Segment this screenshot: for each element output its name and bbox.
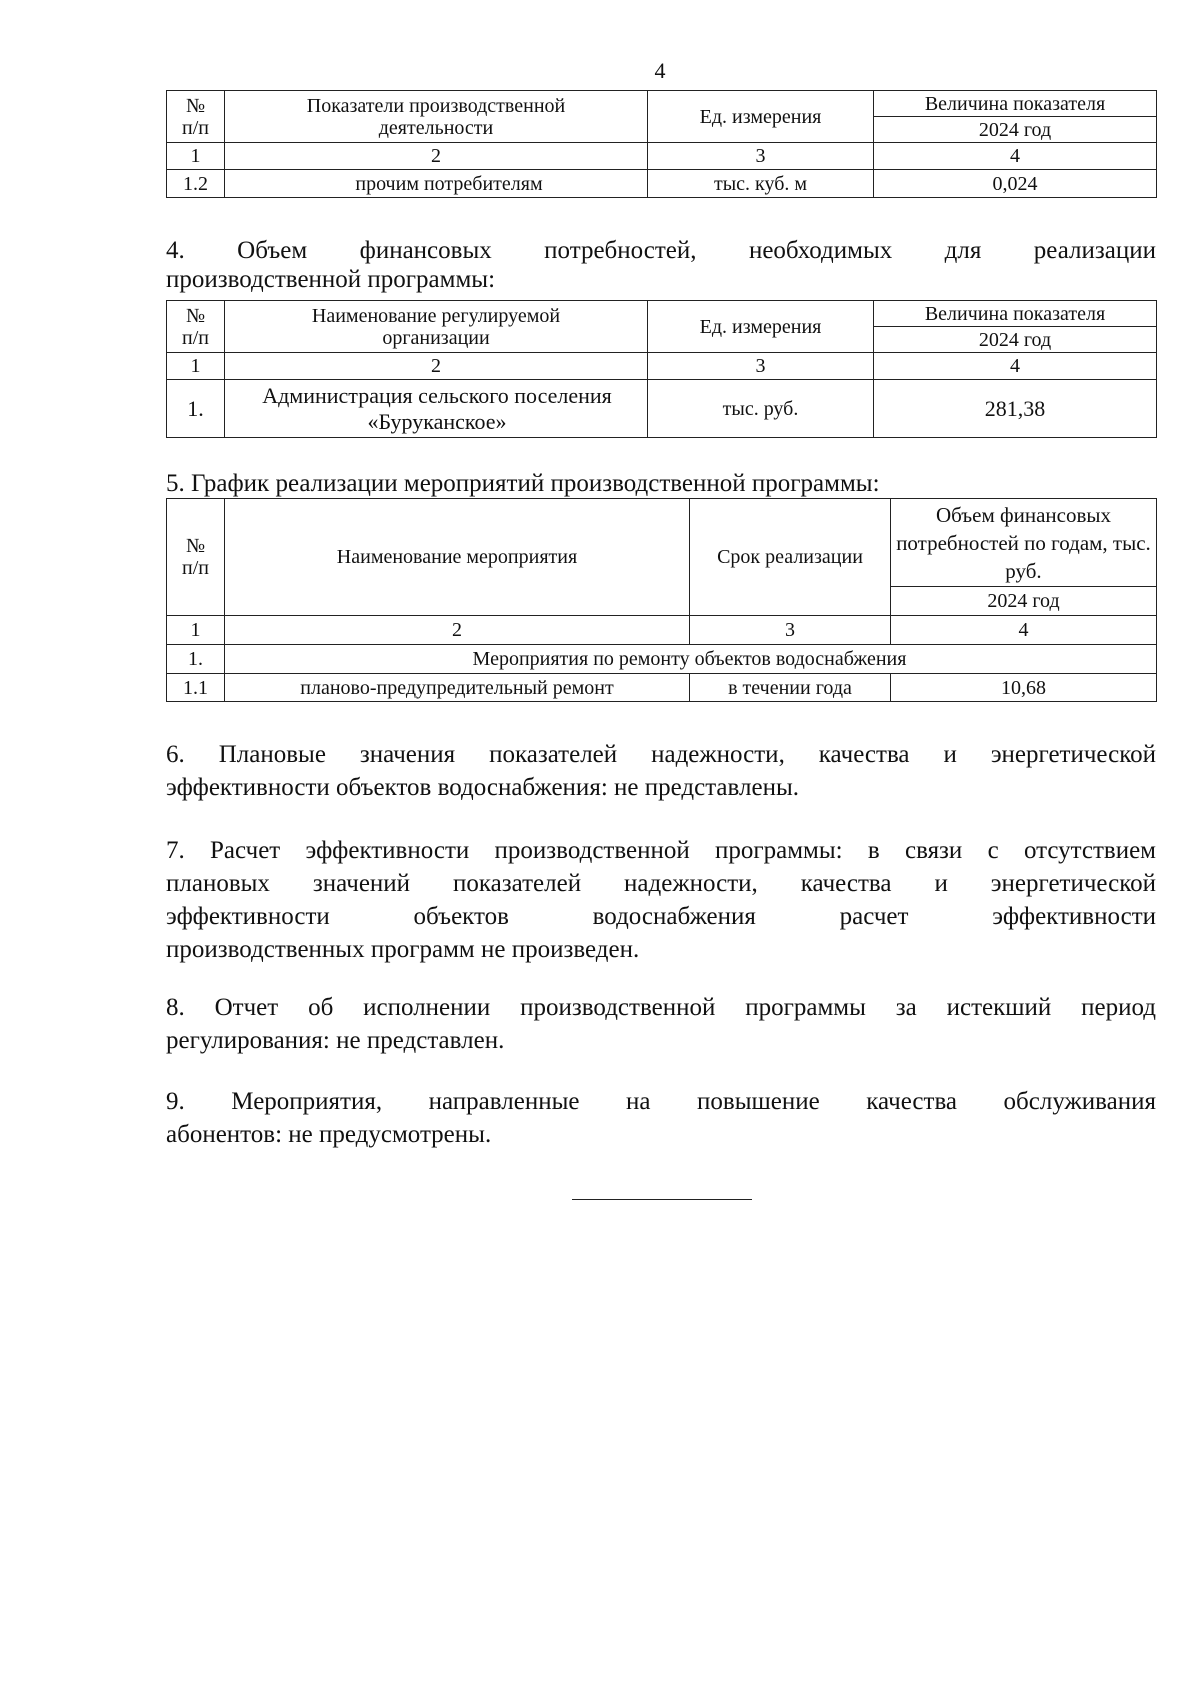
header-year: 2024 год: [874, 327, 1157, 353]
header-value: Величина показателя: [874, 91, 1157, 117]
header-unit: Ед. измерения: [648, 91, 874, 143]
row-value: 10,68: [891, 674, 1157, 702]
table-row: [167, 674, 1157, 702]
paragraph-line: регулирования: не представлен.: [166, 1027, 505, 1054]
paragraph-line: 8. Отчет об исполнении производственной программы за истекший период: [166, 994, 1156, 1021]
header-finance: Объем финансовых потребностей по годам, тыс. руб.: [891, 499, 1157, 587]
paragraph-line: абонентов: не предусмотрены.: [166, 1121, 492, 1148]
section-4-line-2: производственной программы:: [166, 266, 496, 293]
row-number: 1.2: [167, 170, 225, 198]
col-num: 1: [167, 143, 225, 170]
header-unit: Ед. измерения: [648, 301, 874, 353]
page-number: 4: [654, 58, 666, 83]
header-value: Величина показателя: [874, 301, 1157, 327]
paragraph-9: [166, 1085, 1156, 1151]
col-num: 2: [225, 616, 690, 645]
group-row: [167, 645, 1157, 674]
row-unit: тыс. куб. м: [648, 170, 874, 198]
end-divider: [572, 1199, 752, 1200]
section-4-line-1: 4. Объем финансовых потребностей, необходимых для реализации: [166, 237, 1156, 264]
header-event: Наименование мероприятия: [225, 499, 690, 616]
row-number: 1.1: [167, 674, 225, 702]
paragraph-line: производственных программ не произведен.: [166, 936, 640, 963]
paragraph-line: эффективности объектов водоснабжения расчет эффективности: [166, 903, 1156, 930]
col-num: 4: [874, 143, 1157, 170]
paragraph-line: 7. Расчет эффективности производственной программы: в связи с отсутствием: [166, 837, 1156, 864]
group-name: Мероприятия по ремонту объектов водоснабжения: [225, 645, 1157, 674]
table-row: [167, 380, 1157, 438]
row-number: 1.: [167, 645, 225, 674]
row-value: 0,024: [874, 170, 1157, 198]
implementation-schedule-table: [166, 498, 1157, 702]
row-value: 281,38: [874, 380, 1157, 438]
production-indicators-table: [166, 90, 1157, 198]
header-number: № п/п: [167, 301, 225, 353]
paragraph-8: [166, 991, 1156, 1057]
header-year: 2024 год: [874, 117, 1157, 143]
paragraph-line: 9. Мероприятия, направленные на повышение качества обслуживания: [166, 1088, 1156, 1115]
row-term: в течении года: [690, 674, 891, 702]
header-indicator: Показатели производственной деятельности: [225, 91, 648, 143]
row-organization: Администрация сельского поселения «Буруканское»: [225, 380, 648, 438]
col-num: 1: [167, 353, 225, 380]
table-row: [167, 170, 1157, 198]
header-term: Срок реализации: [690, 499, 891, 616]
col-num: 3: [690, 616, 891, 645]
paragraph-line: 6. Плановые значения показателей надежности, качества и энергетической: [166, 741, 1156, 768]
col-num: 4: [874, 353, 1157, 380]
col-num: 1: [167, 616, 225, 645]
paragraph-line: эффективности объектов водоснабжения: не представлены.: [166, 774, 799, 801]
paragraph-6: [166, 738, 1156, 804]
financial-needs-table: [166, 300, 1157, 438]
col-num: 2: [225, 143, 648, 170]
col-num: 3: [648, 353, 874, 380]
paragraph-line: плановых значений показателей надежности, качества и энергетической: [166, 870, 1156, 897]
header-number: № п/п: [167, 499, 225, 616]
section-4-heading: [166, 236, 1156, 294]
header-number: № п/п: [167, 91, 225, 143]
row-name: прочим потребителям: [225, 170, 648, 198]
row-number: 1.: [167, 380, 225, 438]
row-unit: тыс. руб.: [648, 380, 874, 438]
section-5-heading: 5. График реализации мероприятий производственной программы:: [166, 470, 880, 497]
header-organization: Наименование регулируемой организации: [225, 301, 648, 353]
col-num: 4: [891, 616, 1157, 645]
header-year: 2024 год: [891, 587, 1157, 616]
row-event: планово-предупредительный ремонт: [225, 674, 690, 702]
paragraph-7: [166, 834, 1156, 966]
col-num: 3: [648, 143, 874, 170]
col-num: 2: [225, 353, 648, 380]
